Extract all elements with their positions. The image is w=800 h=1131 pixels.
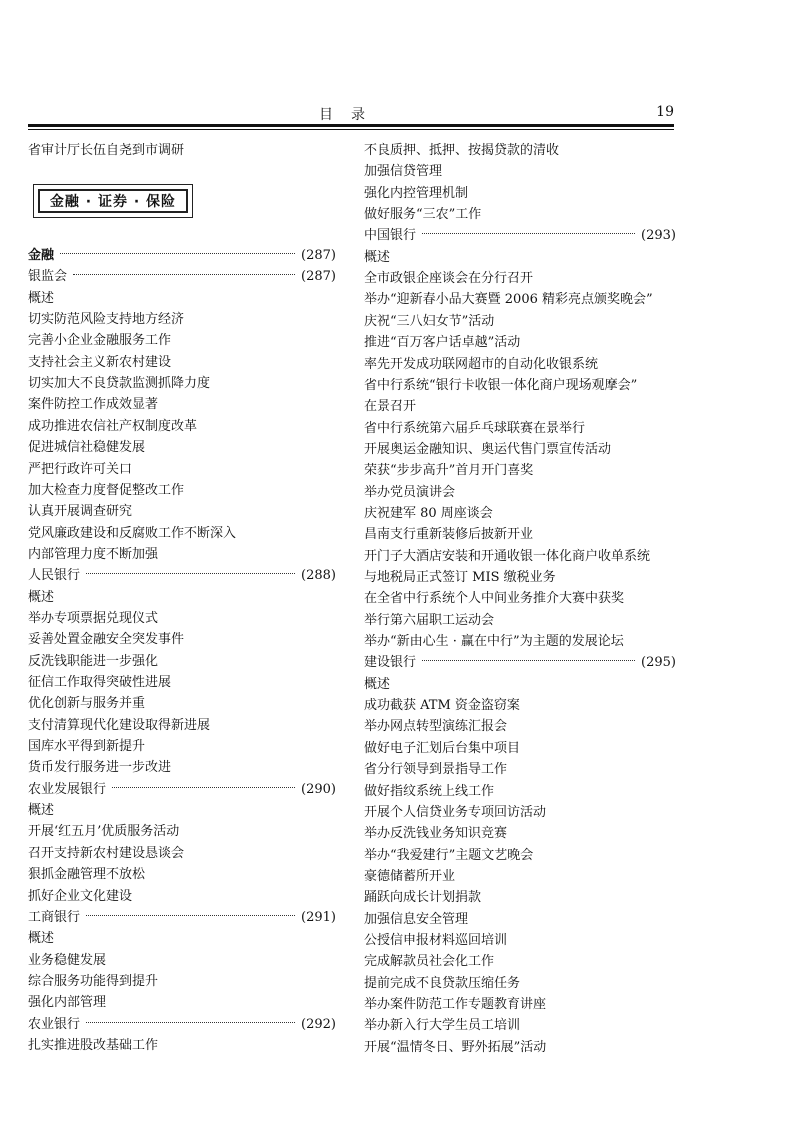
leader-dots bbox=[73, 274, 295, 275]
toc-page-number: (293) bbox=[641, 228, 676, 244]
toc-entry-text: 举办反洗钱业务知识竞赛 bbox=[364, 826, 508, 842]
toc-entry-text: 举办新入行大学生员工培训 bbox=[364, 1018, 521, 1034]
toc-entry-text: 切实加大不良贷款监测抓降力度 bbox=[28, 376, 211, 392]
toc-entry bbox=[28, 289, 336, 309]
toc-entry-text: 率先开发成功联网超市的自动化收银系统 bbox=[364, 356, 599, 372]
toc-page-number: (290) bbox=[301, 781, 336, 797]
toc-entry bbox=[364, 846, 676, 866]
toc-entry bbox=[364, 184, 676, 204]
toc-entry bbox=[28, 716, 336, 736]
toc-entry-text: 公授信申报材料巡回培训 bbox=[364, 932, 508, 948]
toc-entry bbox=[364, 867, 676, 887]
toc-entry-text: 扎实推进股改基础工作 bbox=[28, 1037, 159, 1053]
toc-entry bbox=[28, 417, 336, 437]
toc-entry-with-page bbox=[28, 566, 336, 586]
toc-entry-text: 中国银行 bbox=[364, 228, 417, 244]
toc-entry bbox=[364, 717, 676, 737]
toc-entry-text: 举办网点转型演练汇报会 bbox=[364, 719, 508, 735]
toc-entry-text: 案件防控工作成效显著 bbox=[28, 397, 159, 413]
toc-entry-text: 农业银行 bbox=[28, 1016, 81, 1032]
toc-entry bbox=[28, 545, 336, 565]
toc-entry bbox=[364, 141, 676, 161]
toc-entry-text: 货币发行服务进一步改进 bbox=[28, 760, 172, 776]
toc-entry-text: 加强信贷管理 bbox=[364, 164, 443, 180]
toc-entry bbox=[364, 696, 676, 716]
toc-entry bbox=[364, 760, 676, 780]
toc-entry-text: 荣获“步步高升”首月开门喜奖 bbox=[364, 463, 534, 479]
toc-entry bbox=[28, 737, 336, 757]
toc-entry-text: 提前完成不良贷款压缩任务 bbox=[364, 975, 521, 991]
toc-entry bbox=[364, 589, 676, 609]
toc-entry-text: 举办“新由心生 · 赢在中行”为主题的发展论坛 bbox=[364, 634, 624, 650]
toc-entry-text: 昌南支行重新装修后披新开业 bbox=[364, 527, 534, 543]
toc-entry-text: 严把行政许可关口 bbox=[28, 461, 133, 477]
toc-entry-text: 国库水平得到新提升 bbox=[28, 739, 146, 755]
toc-entry-text: 在全省中行系统个人中间业务推介大赛中获奖 bbox=[364, 591, 625, 607]
toc-entry bbox=[28, 844, 336, 864]
toc-entry bbox=[28, 395, 336, 415]
right-toc-list bbox=[364, 0, 676, 1131]
left-toc-list bbox=[28, 0, 336, 1131]
toc-entry bbox=[28, 438, 336, 458]
toc-entry-text: 抓好企业文化建设 bbox=[28, 888, 133, 904]
toc-entry-with-page bbox=[28, 1015, 336, 1035]
toc-entry bbox=[364, 397, 676, 417]
toc-entry-with-page bbox=[28, 908, 336, 928]
toc-entry bbox=[364, 931, 676, 951]
leader-dots bbox=[86, 573, 295, 574]
toc-entry bbox=[28, 374, 336, 394]
toc-entry bbox=[364, 312, 676, 332]
toc-entry-text: 开展个人信贷业务专项回访活动 bbox=[364, 804, 547, 820]
leader-dots bbox=[60, 253, 295, 254]
toc-entry-text: 妥善处置金融安全突发事件 bbox=[28, 632, 185, 648]
toc-entry bbox=[28, 310, 336, 330]
toc-entry bbox=[364, 824, 676, 844]
toc-entry-text: 庆祝“三八妇女节”活动 bbox=[364, 313, 495, 329]
toc-entry-text: 省中行系统第六届乒乓球联赛在景举行 bbox=[364, 420, 586, 436]
toc-entry-text: 概述 bbox=[28, 803, 55, 819]
toc-entry-text: 反洗钱职能进一步强化 bbox=[28, 653, 159, 669]
toc-entry bbox=[364, 803, 676, 823]
toc-entry-with-page bbox=[364, 226, 676, 246]
toc-entry-text: 认真开展调查研究 bbox=[28, 504, 133, 520]
leader-dots bbox=[422, 233, 635, 234]
toc-entry bbox=[364, 547, 676, 567]
toc-entry bbox=[28, 609, 336, 629]
toc-entry-text: 豪德储蓄所开业 bbox=[364, 868, 456, 884]
toc-entry-text: 征信工作取得突破性进展 bbox=[28, 675, 172, 690]
toc-entry bbox=[28, 929, 336, 949]
toc-page-number: (288) bbox=[301, 568, 336, 584]
toc-entry-text: 党风廉政建设和反腐败工作不断深入 bbox=[28, 525, 237, 541]
toc-entry-text: 工商银行 bbox=[28, 909, 81, 925]
toc-entry bbox=[364, 739, 676, 759]
toc-entry-text: 成功推进农信社产权制度改革 bbox=[28, 418, 198, 434]
toc-entry-text: 开展“温情冬日、野外拓展”活动 bbox=[364, 1039, 547, 1055]
toc-entry-text: 庆祝建军 80 周座谈会 bbox=[364, 505, 493, 521]
toc-entry-with-page bbox=[28, 267, 336, 287]
toc-entry-text: 强化内控管理机制 bbox=[364, 185, 469, 201]
toc-entry-text: 建设银行 bbox=[364, 655, 417, 671]
toc-entry-text: 切实防范风险支持地方经济 bbox=[28, 312, 185, 328]
toc-entry bbox=[364, 248, 676, 268]
toc-entry bbox=[364, 974, 676, 994]
toc-entry bbox=[28, 460, 336, 480]
toc-entry-text: 不良质押、抵押、按揭贷款的清收 bbox=[364, 143, 560, 158]
toc-entry-text: 召开支持新农村建设恳谈会 bbox=[28, 845, 185, 861]
toc-entry bbox=[364, 568, 676, 588]
toc-entry-text: 优化创新与服务并重 bbox=[28, 696, 146, 712]
toc-entry bbox=[28, 652, 336, 672]
toc-entry-text: 全市政银企座谈会在分行召开 bbox=[364, 271, 534, 287]
toc-entry bbox=[364, 419, 676, 439]
toc-entry bbox=[364, 504, 676, 524]
toc-entry-text: 开展‘红五月’优质服务活动 bbox=[28, 824, 180, 840]
page-number: 19 bbox=[656, 104, 674, 120]
toc-page-number: (287) bbox=[301, 248, 336, 263]
toc-entry-text: 举办“迎新春小品大赛暨 2006 精彩亮点颁奖晚会” bbox=[364, 292, 653, 308]
toc-entry-text: 做好电子汇划后台集中项目 bbox=[364, 740, 521, 756]
toc-entry bbox=[364, 888, 676, 908]
toc-entry-text: 概述 bbox=[28, 589, 55, 605]
toc-entry-with-page bbox=[28, 246, 336, 266]
toc-entry-text: 概述 bbox=[28, 290, 55, 306]
toc-entry-text: 省中行系统“银行卡收银一体化商户现场观摩会” bbox=[364, 377, 638, 393]
toc-entry-text: 推进“百万客户话卓越”活动 bbox=[364, 335, 521, 351]
toc-entry bbox=[28, 1036, 336, 1056]
toc-entry bbox=[364, 995, 676, 1015]
toc-entry bbox=[364, 440, 676, 460]
toc-entry bbox=[28, 588, 336, 608]
toc-entry-text: 支持社会主义新农村建设 bbox=[28, 354, 172, 370]
toc-entry bbox=[28, 887, 336, 907]
toc-entry bbox=[28, 502, 336, 522]
toc-entry-text: 开门子大酒店安装和开通收银一体化商户收单系统 bbox=[364, 548, 651, 564]
toc-entry bbox=[364, 782, 676, 802]
toc-entry-text: 做好服务“三农”工作 bbox=[364, 207, 482, 223]
toc-entry bbox=[364, 525, 676, 545]
toc-entry-text: 做好指纹系统上线工作 bbox=[364, 783, 495, 799]
toc-entry bbox=[364, 461, 676, 481]
toc-entry bbox=[364, 483, 676, 503]
toc-entry-text: 完成解款员社会化工作 bbox=[364, 954, 495, 970]
toc-entry-text: 综合服务功能得到提升 bbox=[28, 973, 159, 989]
toc-entry-text: 举办党员演讲会 bbox=[364, 484, 456, 500]
toc-entry-text: 概述 bbox=[364, 676, 391, 692]
toc-entry bbox=[28, 630, 336, 650]
toc-entry bbox=[28, 865, 336, 885]
toc-entry-text: 业务稳健发展 bbox=[28, 952, 107, 968]
toc-entry-with-page bbox=[364, 653, 676, 673]
toc-entry bbox=[28, 801, 336, 821]
toc-page-number: (295) bbox=[641, 655, 676, 671]
toc-entry-text: 概述 bbox=[364, 249, 391, 265]
toc-entry-text: 强化内部管理 bbox=[28, 995, 107, 1011]
toc-entry bbox=[364, 290, 676, 310]
leader-dots bbox=[86, 1022, 295, 1023]
toc-entry-text: 与地税局正式签订 MIS 缴税业务 bbox=[364, 570, 556, 585]
toc-entry-text: 内部管理力度不断加强 bbox=[28, 546, 159, 562]
toc-entry-text: 加大检查力度督促整改工作 bbox=[28, 482, 185, 498]
toc-entry-text: 在景召开 bbox=[364, 399, 417, 415]
toc-entry bbox=[28, 972, 336, 992]
toc-entry-text: 踊跃向成长计划捐款 bbox=[364, 890, 482, 906]
toc-entry bbox=[364, 632, 676, 652]
header-title: 目录 bbox=[319, 107, 383, 123]
top-entry: 省审计厅长伍自尧到市调研 bbox=[28, 143, 185, 158]
toc-entry bbox=[28, 822, 336, 842]
toc-entry-text: 概述 bbox=[28, 931, 55, 947]
toc-entry-text: 举行第六届职工运动会 bbox=[364, 612, 495, 628]
toc-entry-text: 促进城信社稳健发展 bbox=[28, 440, 146, 456]
toc-entry bbox=[364, 1016, 676, 1036]
toc-entry bbox=[364, 333, 676, 353]
toc-entry-text: 成功截获 ATM 资金盗窃案 bbox=[364, 698, 520, 714]
toc-entry bbox=[28, 694, 336, 714]
toc-page-number: (292) bbox=[301, 1016, 336, 1032]
toc-entry bbox=[28, 993, 336, 1013]
toc-entry bbox=[28, 353, 336, 373]
toc-entry-text: 加强信息安全管理 bbox=[364, 911, 469, 927]
toc-entry bbox=[364, 269, 676, 289]
section-badge-label: 金融 · 证券 · 保险 bbox=[38, 189, 188, 213]
leader-dots bbox=[112, 787, 295, 788]
toc-entry bbox=[28, 481, 336, 501]
toc-entry bbox=[364, 355, 676, 375]
toc-entry bbox=[364, 611, 676, 631]
toc-entry bbox=[364, 1038, 676, 1058]
toc-entry-text: 银监会 bbox=[28, 269, 68, 285]
toc-entry bbox=[28, 331, 336, 351]
toc-entry bbox=[364, 162, 676, 182]
toc-entry bbox=[28, 673, 336, 693]
toc-entry bbox=[364, 675, 676, 695]
toc-entry bbox=[364, 910, 676, 930]
toc-page-number: (291) bbox=[301, 909, 336, 925]
toc-entry bbox=[364, 205, 676, 225]
toc-entry bbox=[364, 952, 676, 972]
toc-entry-text: 完善小企业金融服务工作 bbox=[28, 333, 172, 349]
leader-dots bbox=[86, 915, 295, 916]
toc-entry-text: 支付清算现代化建设取得新进展 bbox=[28, 717, 211, 733]
toc-entry bbox=[28, 758, 336, 778]
toc-entry bbox=[28, 951, 336, 971]
toc-entry-text: 农业发展银行 bbox=[28, 781, 107, 797]
toc-entry-with-page bbox=[28, 780, 336, 800]
toc-page-number: (287) bbox=[301, 269, 336, 285]
toc-entry-text: 狠抓金融管理不放松 bbox=[28, 867, 146, 883]
toc-entry bbox=[364, 376, 676, 396]
leader-dots bbox=[422, 660, 635, 661]
toc-entry bbox=[28, 524, 336, 544]
toc-entry-text: 省分行领导到景指导工作 bbox=[364, 762, 508, 778]
toc-entry-text: 金融 bbox=[28, 248, 55, 263]
toc-entry-text: 举办案件防范工作专题教育讲座 bbox=[364, 997, 547, 1012]
toc-entry-text: 开展奥运金融知识、奥运代售门票宣传活动 bbox=[364, 441, 612, 457]
toc-entry-text: 举办“我爱建行”主题文艺晚会 bbox=[364, 847, 534, 863]
toc-entry-text: 举办专项票据兑现仪式 bbox=[28, 610, 159, 626]
toc-entry-text: 人民银行 bbox=[28, 568, 81, 584]
